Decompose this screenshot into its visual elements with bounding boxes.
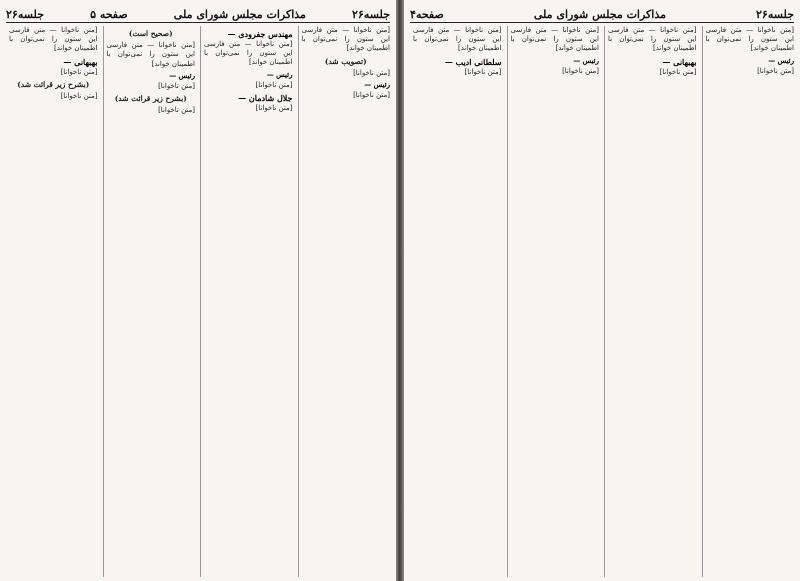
speaker-label: رئیس —: [266, 69, 293, 79]
session-note: (صحیح است): [128, 29, 173, 38]
right-page-columns: [410, 26, 794, 577]
left-header-session-left: جلسه۲۶: [6, 7, 44, 21]
column-paragraph: [متن ناخوانا]: [659, 67, 697, 76]
right-column: [702, 26, 795, 577]
column-paragraph: [متن ناخوانا — متن فارسی این ستون را نمی‌توان با اطمینان خواند]: [413, 26, 502, 53]
left-header-title: مذاکرات مجلس شورای ملی: [173, 7, 306, 21]
right-page-header: [410, 6, 794, 23]
speaker-label: رئیس —: [364, 80, 390, 90]
speaker-label: رئیس —: [573, 55, 599, 65]
speaker-heading: بهبهانی —: [662, 56, 697, 67]
right-page: [404, 0, 800, 581]
column-paragraph: [متن ناخوانا — متن فارسی این ستون را نمی‌توان با اطمینان خواند]: [204, 40, 293, 67]
page-gutter: [396, 0, 404, 581]
column-paragraph: [متن ناخوانا]: [255, 80, 293, 89]
speaker-heading: سلطانی ادیب —: [444, 56, 502, 67]
speaker-label: رئیس —: [768, 55, 794, 65]
column-paragraph: [متن ناخوانا]: [562, 66, 599, 75]
speaker-label: رئیس —: [169, 70, 195, 80]
left-page-columns: [6, 26, 390, 577]
column-paragraph: [متن ناخوانا]: [464, 67, 502, 76]
column-paragraph: [متن ناخوانا]: [60, 92, 98, 101]
right-column: [410, 26, 502, 577]
column-paragraph: [متن ناخوانا]: [158, 82, 195, 91]
column-paragraph: [متن ناخوانا]: [353, 68, 390, 77]
left-page: [0, 0, 396, 581]
column-paragraph: [متن ناخوانا]: [353, 91, 390, 100]
session-note: (تصویب شد): [324, 56, 367, 66]
column-paragraph: [متن ناخوانا — متن فارسی این ستون را نمی‌توان با اطمینان خواند]: [106, 41, 195, 68]
column-paragraph: [متن ناخوانا — متن فارسی این ستون را نمی‌توان با اطمینان خواند]: [9, 26, 98, 53]
column-paragraph: [متن ناخوانا]: [60, 67, 98, 76]
right-column: [604, 26, 697, 577]
column-paragraph: [متن ناخوانا — متن فارسی این ستون را نمی‌توان با اطمینان خواند]: [705, 26, 794, 53]
column-paragraph: [متن ناخوانا — متن فارسی این ستون را نمی‌توان با اطمینان خواند]: [608, 26, 697, 53]
right-column: [507, 26, 600, 577]
column-paragraph: [متن ناخوانا]: [757, 66, 794, 75]
speaker-heading: جلال شادمان —: [238, 93, 293, 104]
right-header-page-number: صفحه۴: [410, 7, 444, 21]
column-paragraph: [متن ناخوانا — متن فارسی این ستون را نمی‌توان با اطمینان خواند]: [510, 26, 599, 53]
right-header-session: جلسه۲۶: [756, 7, 794, 21]
speaker-heading: بهبهانی —: [63, 56, 98, 67]
left-page-header: [6, 6, 390, 23]
left-column: [6, 26, 98, 577]
speaker-heading: مهندس جفرودی —: [227, 29, 293, 39]
left-column: [200, 26, 293, 577]
left-column: [298, 26, 391, 577]
column-paragraph: [متن ناخوانا — متن فارسی این ستون را نمی‌توان با اطمینان خواند]: [301, 26, 390, 53]
column-paragraph: [متن ناخوانا]: [255, 104, 293, 113]
right-header-title: مذاکرات مجلس شورای ملی: [533, 7, 667, 21]
session-note: (بشرح زیر قرائت شد): [114, 94, 187, 104]
left-column: [103, 26, 196, 577]
left-header-session-right: جلسه۲۶: [352, 7, 390, 21]
session-note: (بشرح زیر قرائت شد): [17, 79, 90, 89]
left-header-page-number: صفحه ۵: [90, 7, 128, 21]
column-paragraph: [متن ناخوانا]: [158, 106, 195, 115]
